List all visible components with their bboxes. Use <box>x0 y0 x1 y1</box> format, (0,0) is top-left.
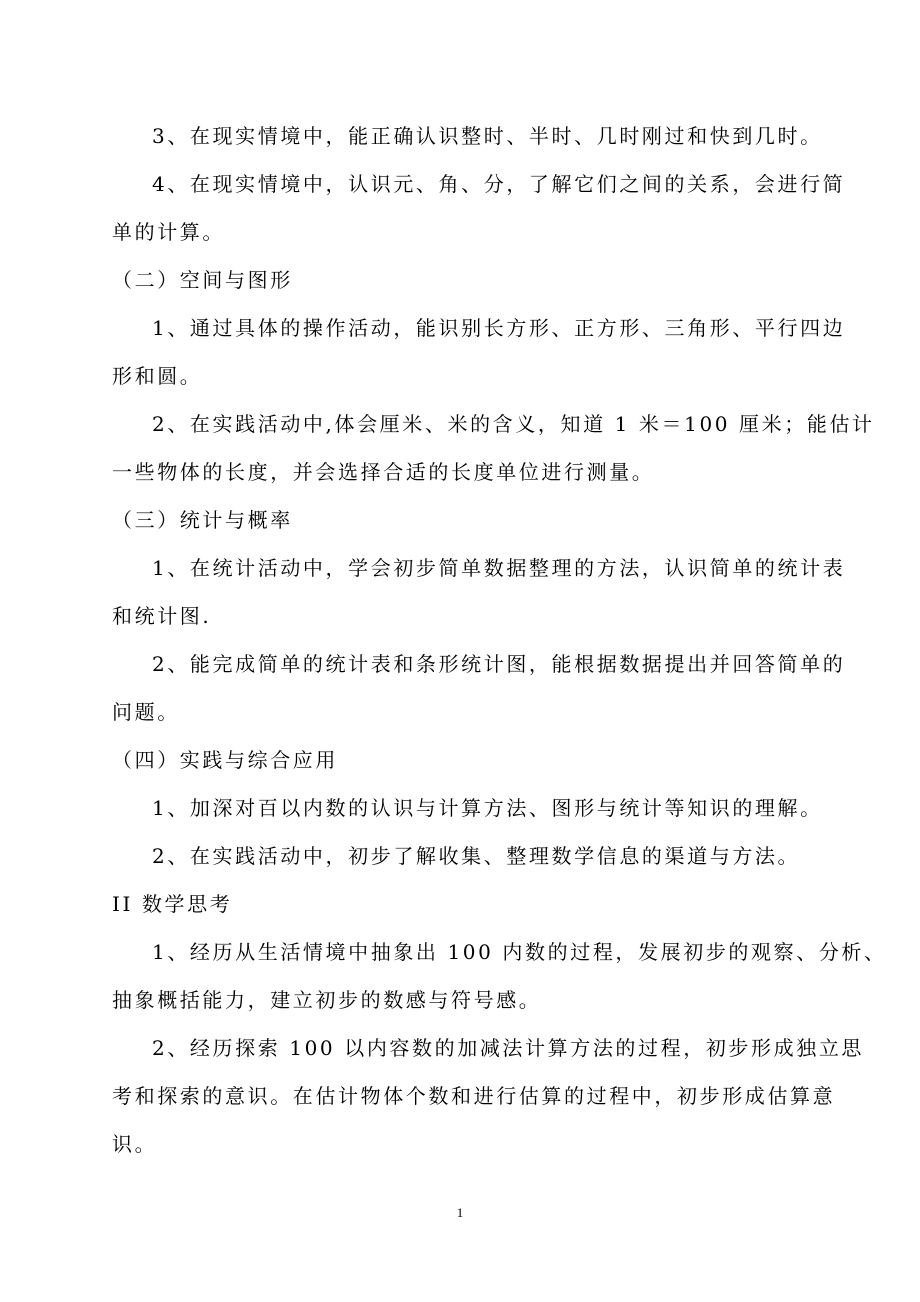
section-heading: （四）实践与综合应用 <box>112 748 338 772</box>
paragraph-line: 2、经历探索 100 以内容数的加减法计算方法的过程，初步形成独立思 <box>152 1036 865 1060</box>
section-heading: II 数学思考 <box>112 892 233 916</box>
paragraph-line: 1、在统计活动中，学会初步简单数据整理的方法，认识简单的统计表 <box>152 556 846 580</box>
document-body <box>112 112 887 1168</box>
paragraph-line: 4、在现实情境中，认识元、角、分，了解它们之间的关系，会进行简 <box>152 172 846 196</box>
paragraph-line: 3、在现实情境中，能正确认识整时、半时、几时刚过和快到几时。 <box>152 124 823 148</box>
paragraph-line: 问题。 <box>112 700 180 724</box>
paragraph-line: 2、能完成简单的统计表和条形统计图，能根据数据提出并回答简单的 <box>152 652 846 676</box>
paragraph-line: 2、在实践活动中,体会厘米、米的含义，知道 1 米＝100 厘米；能估计 <box>152 412 875 436</box>
paragraph-line: 和统计图. <box>112 604 212 628</box>
paragraph-line: 一些物体的长度，并会选择合适的长度单位进行测量。 <box>112 460 655 484</box>
paragraph-line: 形和圆。 <box>112 364 203 388</box>
page-number: 1 <box>456 1205 464 1220</box>
paragraph-line: 识。 <box>112 1132 158 1156</box>
section-heading: （二）空间与图形 <box>112 268 293 292</box>
paragraph-line: 考和探索的意识。在估计物体个数和进行估算的过程中，初步形成估算意 <box>112 1084 836 1108</box>
paragraph-line: 抽象概括能力，建立初步的数感与符号感。 <box>112 988 542 1012</box>
paragraph-line: 2、在实践活动中，初步了解收集、整理数学信息的渠道与方法。 <box>152 844 801 868</box>
paragraph-line: 1、经历从生活情境中抽象出 100 内数的过程，发展初步的观察、分析、 <box>152 940 887 964</box>
section-heading: （三）统计与概率 <box>112 508 293 532</box>
paragraph-line: 单的计算。 <box>112 220 225 244</box>
paragraph-line: 1、通过具体的操作活动，能识别长方形、正方形、三角形、平行四边 <box>152 316 846 340</box>
paragraph-line: 1、加深对百以内数的认识与计算方法、图形与统计等知识的理解。 <box>152 796 823 820</box>
